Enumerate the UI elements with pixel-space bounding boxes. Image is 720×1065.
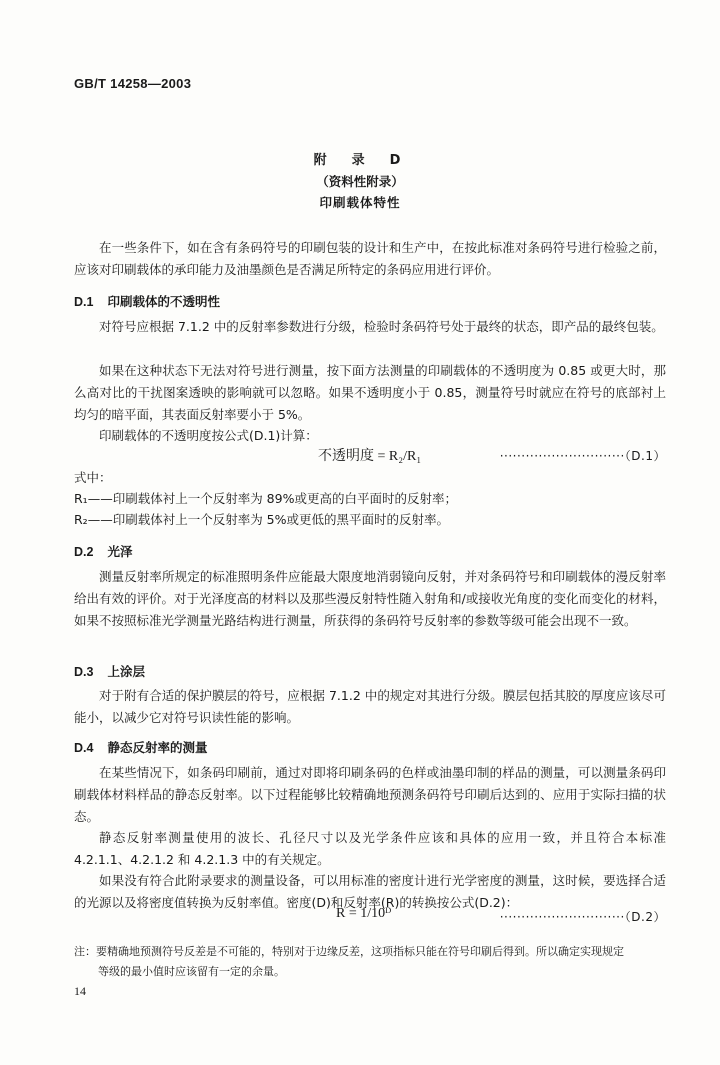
d4-paragraph-2: 静态反射率测量使用的波长、孔径尺寸以及光学条件应该和具体的应用一致，并且符合本标准 4.2.1.1、4.2.1.2 和 4.2.1.3 中的有关规定。	[74, 830, 666, 867]
standard-code: GB/T 14258—2003	[74, 76, 192, 91]
equation-number-d1: ·····························（D.1）	[499, 449, 666, 463]
d3-paragraph-1: 对于附有合适的保护膜层的符号，应根据 7.1.2 中的规定对其进行分级。膜层包括其胶的厚度应该尽可能小，以减少它对符号识读性能的影响。	[74, 688, 666, 725]
d1-paragraph-2: 如果在这种状态下无法对符号进行测量，按下面方法测量的印刷载体的不透明度为 0.85 或更大时，那么高对比的干扰图案透映的影响就可以忽略。如果不透明度小于 0.85，测量符号时就应在符号的底部衬上均匀的暗平面，其表面反射率要小于 5%。	[74, 363, 666, 422]
section-title: 上涂层	[107, 664, 145, 679]
appendix-subtitle: （资料性附录）	[316, 174, 404, 189]
page-number: 14	[74, 984, 86, 998]
section-title: 印刷载体的不透明性	[107, 294, 220, 309]
footnote-line-1: 注：要精确地预测符号反差是不可能的，特别对于边缘反差，这项指标只能在符号印刷后得到。所以确定实现规定	[74, 945, 624, 958]
section-title: 静态反射率的测量	[107, 740, 208, 755]
definition-r2: R₂——印刷载体衬上一个反射率为 5%或更低的黑平面时的反射率。	[74, 512, 450, 527]
section-number: D.1	[74, 295, 94, 309]
intro-paragraph: 在一些条件下，如在含有条码符号的印刷包装的设计和生产中，在按此标准对条码符号进行检验之前，应该对印刷载体的承印能力及油墨颜色是否满足所特定的条码应用进行评价。	[74, 240, 666, 277]
section-title: 光泽	[107, 544, 133, 559]
section-number: D.4	[74, 741, 94, 755]
d4-paragraph-3: 如果没有符合此附录要求的测量设备，可以用标准的密度计进行光学密度的测量，这时候，要选择合适的光源以及将密度值转换为反射率值。密度(D)和反射率(R)的转换按公式(D.2)：	[74, 873, 666, 910]
appendix-name: 印刷载体特性	[319, 195, 401, 210]
definition-r1: R₁——印刷载体衬上一个反射率为 89%或更高的白平面时的反射率；	[74, 491, 457, 506]
section-d4-heading	[74, 738, 207, 756]
formula-d2: R = 1/10ᴰ	[336, 906, 392, 921]
d4-paragraph-1: 在某些情况下，如条码印刷前，通过对即将印刷条码的色样或油墨印制的样品的测量，可以测量条码印刷载体材料样品的静态反射率。以下过程能够比较精确地预测条码符号印刷后达到的、应用于实际扫描的状态。	[74, 765, 666, 824]
d1-paragraph-3: 印刷载体的不透明度按公式(D.1)计算：	[99, 428, 318, 443]
section-number: D.2	[74, 545, 94, 559]
footnote-line-2: 等级的最小值时应该留有一定的余量。	[98, 965, 285, 978]
footnote	[74, 942, 666, 982]
section-d3-heading	[74, 662, 145, 680]
section-number: D.3	[74, 665, 94, 679]
appendix-title: 附 录 D	[313, 153, 407, 168]
d1-paragraph-1: 对符号应根据 7.1.2 中的反射率参数进行分级，检验时条码符号处于最终的状态，即产品的最终包装。	[99, 319, 664, 334]
equation-number-d2: ·····························（D.2）	[499, 910, 666, 924]
section-d2-heading	[74, 542, 132, 560]
section-d1-heading	[74, 292, 220, 310]
formula-d1: 不透明度 = R₂/R₁	[318, 449, 422, 464]
d2-paragraph-1: 测量反射率所规定的标准照明条件应能最大限度地消弱镜向反射，并对条码符号和印刷载体的漫反射率给出有效的评价。对于光泽度高的材料以及那些漫反射特性随入射角和/或接收光角度的变化而变化的材料，如果不按照标准光学测量光路结构进行测量，所获得的条码符号反射率的参数等级可能会出现不一致。	[74, 569, 666, 628]
where-label: 式中：	[74, 470, 112, 485]
